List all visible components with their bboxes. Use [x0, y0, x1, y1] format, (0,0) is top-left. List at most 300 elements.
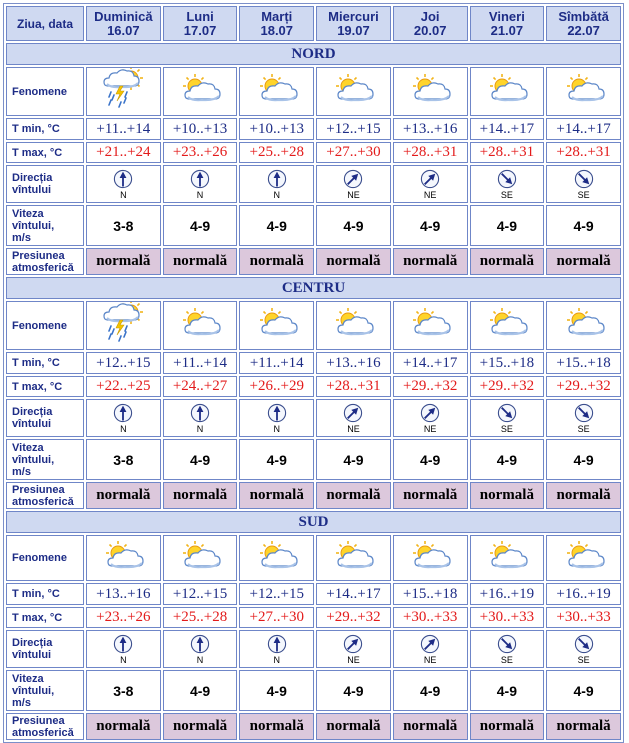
label-fenomene: [6, 535, 84, 581]
tmax-cell: +30..+33: [470, 607, 545, 628]
pressure-cell: normală: [239, 248, 314, 275]
label-wind-direction-line: vîntului: [12, 418, 52, 430]
wind-arrow-icon: [497, 403, 517, 423]
label-wind-direction: [6, 165, 84, 203]
wind-speed-cell: 4-9: [393, 670, 468, 711]
tmax-cell: +28..+31: [393, 142, 468, 163]
tmax-cell: +29..+32: [316, 607, 391, 628]
tmin-cell: +13..+16: [393, 118, 468, 140]
label-wind-direction: [6, 399, 84, 437]
row-wind-direction: [6, 630, 621, 668]
label-tmax-line: T max, °C: [12, 146, 63, 159]
day-date: 21.07: [490, 22, 524, 38]
label-wind-speed-line: Viteza: [12, 207, 44, 220]
row-tmin: [6, 352, 621, 374]
partly-cloudy-icon: [177, 308, 223, 338]
row-wind-speed: [6, 439, 621, 480]
tmax-cell: +24..+27: [163, 376, 238, 397]
wind-speed-cell: 4-9: [239, 205, 314, 246]
partly-cloudy-icon: [561, 541, 607, 571]
tmin-cell: +16..+19: [546, 583, 621, 605]
tmin-cell: +11..+14: [86, 118, 161, 140]
wind-direction-cell: [393, 630, 468, 668]
wind-direction: [164, 169, 237, 200]
region-centru-header: [6, 277, 621, 299]
fenomene-cell: [393, 301, 468, 350]
wind-arrow-icon: [190, 169, 210, 189]
day-header-1: [163, 6, 238, 41]
wind-direction-text: SE: [500, 423, 513, 434]
pressure-cell: normală: [316, 713, 391, 740]
label-wind-direction: [6, 630, 84, 668]
partly-cloudy-icon: [330, 308, 376, 338]
partly-cloudy-icon: [407, 541, 453, 571]
wind-speed-cell: 4-9: [393, 205, 468, 246]
fenomene-cell: [470, 67, 545, 116]
wind-direction-text: SE: [577, 423, 590, 434]
label-wind-speed: [6, 439, 84, 480]
label-pressure: [6, 248, 84, 275]
row-tmax: [6, 142, 621, 163]
tmin-cell: +14..+17: [316, 583, 391, 605]
fenomene-cell: [546, 67, 621, 116]
pressure-cell: normală: [163, 248, 238, 275]
label-wind-direction-line: vîntului: [12, 184, 52, 196]
partly-cloudy-icon: [484, 308, 530, 338]
header-label: Ziua, data: [6, 6, 84, 41]
partly-cloudy-icon: [254, 541, 300, 571]
wind-direction: [471, 169, 544, 200]
wind-direction-text: SE: [577, 189, 590, 200]
wind-speed-cell: 4-9: [316, 670, 391, 711]
label-pressure: [6, 713, 84, 740]
label-wind-speed-line: m/s: [12, 696, 31, 709]
tmax-cell: +30..+33: [546, 607, 621, 628]
pressure-cell: normală: [316, 248, 391, 275]
forecast-table: [3, 3, 624, 743]
row-wind-direction: [6, 399, 621, 437]
partly-cloudy-icon: [177, 541, 223, 571]
wind-direction-text: NE: [347, 189, 360, 200]
wind-speed-cell: 4-9: [470, 439, 545, 480]
wind-direction-text: N: [196, 189, 204, 200]
wind-direction: [87, 169, 160, 200]
day-name: Miercuri: [328, 8, 379, 24]
wind-direction-cell: [86, 399, 161, 437]
tmin-cell: +12..+15: [316, 118, 391, 140]
label-fenomene-line: Fenomene: [12, 85, 68, 98]
partly-cloudy-icon: [330, 541, 376, 571]
wind-arrow-icon: [343, 634, 363, 654]
tmin-cell: +14..+17: [470, 118, 545, 140]
partly-cloudy-icon: [100, 541, 146, 571]
wind-speed-cell: 4-9: [163, 439, 238, 480]
tmin-cell: +11..+14: [163, 352, 238, 374]
wind-direction-cell: [546, 399, 621, 437]
tmax-cell: +28..+31: [470, 142, 545, 163]
wind-direction: [317, 403, 390, 434]
label-tmax: [6, 376, 84, 397]
wind-direction-text: NE: [347, 423, 360, 434]
header-row: [6, 6, 621, 41]
fenomene-cell: [393, 535, 468, 581]
day-date: 18.07: [260, 22, 294, 38]
tmax-cell: +30..+33: [393, 607, 468, 628]
wind-speed-cell: 4-9: [239, 439, 314, 480]
label-tmax: [6, 607, 84, 628]
row-tmax: [6, 607, 621, 628]
label-fenomene-line: Fenomene: [12, 319, 68, 332]
pressure-cell: normală: [546, 482, 621, 509]
tmax-cell: +28..+31: [316, 376, 391, 397]
pressure-cell: normală: [470, 482, 545, 509]
label-tmin: [6, 583, 84, 605]
wind-arrow-icon: [420, 634, 440, 654]
wind-direction: [471, 634, 544, 665]
wind-direction-cell: [239, 165, 314, 203]
wind-direction-cell: [239, 399, 314, 437]
row-tmin: [6, 118, 621, 140]
label-wind-speed-line: vîntului,: [12, 453, 55, 466]
pressure-cell: normală: [470, 248, 545, 275]
wind-direction-text: NE: [423, 189, 437, 200]
row-pressure: [6, 482, 621, 509]
wind-arrow-icon: [420, 403, 440, 423]
wind-direction-cell: [163, 165, 238, 203]
label-wind-speed-line: vîntului,: [12, 684, 55, 697]
fenomene-cell: [239, 67, 314, 116]
partly-cloudy-icon: [254, 74, 300, 104]
tmin-cell: +14..+17: [546, 118, 621, 140]
day-header-4: [393, 6, 468, 41]
tmax-cell: +26..+29: [239, 376, 314, 397]
label-wind-direction-line: vîntului: [12, 649, 52, 661]
label-pressure-line: Presiunea: [12, 249, 65, 262]
label-tmin-line: T min, °C: [12, 357, 60, 369]
tmax-cell: +21..+24: [86, 142, 161, 163]
wind-speed-cell: 4-9: [163, 205, 238, 246]
pressure-cell: normală: [239, 713, 314, 740]
wind-arrow-icon: [420, 169, 440, 189]
tmin-cell: +15..+18: [470, 352, 545, 374]
fenomene-cell: [316, 535, 391, 581]
wind-arrow-icon: [574, 634, 594, 654]
wind-direction-cell: [470, 630, 545, 668]
partly-cloudy-icon: [330, 74, 376, 104]
tmin-cell: +12..+15: [163, 583, 238, 605]
tmin-cell: +10..+13: [163, 118, 238, 140]
wind-direction: [87, 403, 160, 434]
wind-direction-text: SE: [500, 654, 513, 665]
tmax-cell: +28..+31: [546, 142, 621, 163]
wind-direction-cell: [316, 630, 391, 668]
wind-arrow-icon: [113, 634, 133, 654]
wind-arrow-icon: [497, 169, 517, 189]
day-date: 16.07: [107, 22, 140, 38]
wind-speed-cell: 4-9: [470, 670, 545, 711]
region-title: NORD: [6, 43, 621, 65]
wind-arrow-icon: [267, 403, 287, 423]
wind-direction: [87, 634, 160, 665]
day-date: 20.07: [413, 22, 447, 38]
tmax-cell: +29..+32: [470, 376, 545, 397]
wind-direction-cell: [316, 165, 391, 203]
pressure-cell: normală: [393, 482, 468, 509]
row-wind-speed: [6, 670, 621, 711]
wind-speed-cell: 4-9: [316, 439, 391, 480]
day-header-2: [239, 6, 314, 41]
cloud-sun-rain-lightning-icon: [100, 302, 146, 344]
tmin-cell: +14..+17: [393, 352, 468, 374]
wind-direction-text: N: [120, 189, 127, 200]
wind-direction-cell: [546, 630, 621, 668]
label-tmin: [6, 118, 84, 140]
region-title: CENTRU: [6, 277, 621, 299]
fenomene-cell: [86, 67, 161, 116]
label-pressure-line: atmosferică: [12, 726, 74, 739]
label-tmin: [6, 352, 84, 374]
wind-arrow-icon: [267, 634, 287, 654]
tmin-cell: +15..+18: [393, 583, 468, 605]
wind-speed-cell: 4-9: [393, 439, 468, 480]
row-tmin: [6, 583, 621, 605]
wind-direction: [547, 403, 620, 434]
partly-cloudy-icon: [561, 74, 607, 104]
wind-direction-text: NE: [347, 654, 360, 665]
day-name: Sîmbătă: [558, 8, 609, 24]
wind-speed-cell: 3-8: [86, 205, 161, 246]
wind-arrow-icon: [343, 403, 363, 423]
pressure-cell: normală: [316, 482, 391, 509]
label-pressure-line: Presiunea: [12, 483, 65, 496]
wind-speed-cell: 4-9: [470, 205, 545, 246]
tmax-cell: +29..+32: [393, 376, 468, 397]
wind-arrow-icon: [574, 169, 594, 189]
wind-direction: [164, 634, 237, 665]
pressure-cell: normală: [163, 713, 238, 740]
pressure-cell: normală: [86, 713, 161, 740]
tmax-cell: +29..+32: [546, 376, 621, 397]
partly-cloudy-icon: [177, 74, 223, 104]
tmax-cell: +22..+25: [86, 376, 161, 397]
wind-direction-text: SE: [577, 654, 590, 665]
row-fenomene: [6, 301, 621, 350]
wind-direction: [547, 634, 620, 665]
label-tmax-line: T max, °C: [12, 611, 63, 624]
wind-direction-cell: [239, 630, 314, 668]
fenomene-cell: [86, 301, 161, 350]
label-tmin-line: T min, °C: [12, 588, 60, 600]
wind-direction-text: N: [273, 189, 280, 200]
fenomene-cell: [163, 535, 238, 581]
wind-direction-cell: [86, 630, 161, 668]
tmin-cell: +15..+18: [546, 352, 621, 374]
wind-direction-cell: [86, 165, 161, 203]
wind-direction: [240, 169, 313, 200]
pressure-cell: normală: [239, 482, 314, 509]
wind-direction-text: N: [120, 423, 127, 434]
tmax-cell: +23..+26: [86, 607, 161, 628]
tmin-cell: +13..+16: [86, 583, 161, 605]
wind-direction: [240, 634, 313, 665]
fenomene-cell: [316, 301, 391, 350]
wind-direction-text: N: [196, 423, 204, 434]
day-name: Joi: [420, 8, 440, 24]
wind-arrow-icon: [267, 169, 287, 189]
forecast-table-body: [6, 6, 621, 740]
wind-speed-cell: 4-9: [546, 670, 621, 711]
row-wind-speed: [6, 205, 621, 246]
tmax-cell: +25..+28: [163, 607, 238, 628]
day-header-5: [470, 6, 545, 41]
label-wind-direction-line: Direcția: [12, 406, 53, 418]
row-fenomene: [6, 535, 621, 581]
wind-direction: [317, 169, 390, 200]
tmin-cell: +13..+16: [316, 352, 391, 374]
pressure-cell: normală: [86, 482, 161, 509]
wind-direction: [394, 634, 467, 665]
wind-arrow-icon: [343, 169, 363, 189]
wind-direction: [240, 403, 313, 434]
label-pressure-line: atmosferică: [12, 495, 74, 508]
day-date: 17.07: [183, 22, 217, 38]
tmax-cell: +23..+26: [163, 142, 238, 163]
fenomene-cell: [86, 535, 161, 581]
tmin-cell: +12..+15: [86, 352, 161, 374]
partly-cloudy-icon: [561, 308, 607, 338]
label-wind-speed-line: vîntului,: [12, 219, 55, 232]
label-pressure-line: Presiunea: [12, 714, 65, 727]
partly-cloudy-icon: [407, 74, 453, 104]
pressure-cell: normală: [470, 713, 545, 740]
fenomene-cell: [546, 535, 621, 581]
wind-speed-cell: 4-9: [163, 670, 238, 711]
tmax-cell: +27..+30: [239, 607, 314, 628]
cloud-sun-rain-lightning-icon: [100, 68, 146, 110]
wind-arrow-icon: [574, 403, 594, 423]
region-sud-header: [6, 511, 621, 533]
tmin-cell: +16..+19: [470, 583, 545, 605]
wind-arrow-icon: [113, 169, 133, 189]
label-wind-speed: [6, 205, 84, 246]
label-tmin-line: T min, °C: [12, 123, 60, 135]
fenomene-cell: [470, 301, 545, 350]
label-pressure-line: atmosferică: [12, 261, 74, 274]
wind-arrow-icon: [190, 634, 210, 654]
fenomene-cell: [239, 535, 314, 581]
wind-direction: [547, 169, 620, 200]
wind-arrow-icon: [497, 634, 517, 654]
row-wind-direction: [6, 165, 621, 203]
wind-direction-cell: [393, 399, 468, 437]
wind-arrow-icon: [190, 403, 210, 423]
wind-speed-cell: 4-9: [546, 205, 621, 246]
label-wind-speed-line: m/s: [12, 231, 31, 244]
row-tmax: [6, 376, 621, 397]
wind-direction: [471, 403, 544, 434]
wind-direction: [394, 169, 467, 200]
pressure-cell: normală: [163, 482, 238, 509]
wind-speed-cell: 4-9: [546, 439, 621, 480]
wind-speed-cell: 3-8: [86, 439, 161, 480]
wind-arrow-icon: [113, 403, 133, 423]
fenomene-cell: [470, 535, 545, 581]
day-name: Duminică: [94, 8, 153, 24]
label-tmax: [6, 142, 84, 163]
fenomene-cell: [316, 67, 391, 116]
tmin-cell: +11..+14: [239, 352, 314, 374]
wind-direction-text: N: [273, 423, 280, 434]
label-pressure: [6, 482, 84, 509]
wind-direction: [164, 403, 237, 434]
partly-cloudy-icon: [407, 308, 453, 338]
wind-speed-cell: 4-9: [239, 670, 314, 711]
pressure-cell: normală: [86, 248, 161, 275]
fenomene-cell: [393, 67, 468, 116]
wind-direction-text: NE: [423, 654, 437, 665]
day-name: Marți: [261, 8, 293, 24]
label-wind-speed-line: m/s: [12, 465, 31, 478]
wind-direction-cell: [316, 399, 391, 437]
wind-speed-cell: 4-9: [316, 205, 391, 246]
day-date: 19.07: [337, 22, 370, 38]
wind-direction: [394, 403, 467, 434]
partly-cloudy-icon: [484, 541, 530, 571]
label-wind-speed-line: Viteza: [12, 441, 44, 454]
tmax-cell: +25..+28: [239, 142, 314, 163]
row-pressure: [6, 713, 621, 740]
fenomene-cell: [546, 301, 621, 350]
tmax-cell: +27..+30: [316, 142, 391, 163]
pressure-cell: normală: [546, 713, 621, 740]
region-title: SUD: [6, 511, 621, 533]
wind-direction-cell: [163, 630, 238, 668]
day-name: Vineri: [488, 8, 525, 24]
label-tmax-line: T max, °C: [12, 380, 63, 393]
pressure-cell: normală: [546, 248, 621, 275]
wind-direction-cell: [163, 399, 238, 437]
label-wind-direction-line: Direcția: [12, 637, 53, 649]
pressure-cell: normală: [393, 248, 468, 275]
wind-direction-cell: [546, 165, 621, 203]
wind-direction-text: N: [273, 654, 280, 665]
wind-direction-cell: [470, 399, 545, 437]
partly-cloudy-icon: [254, 308, 300, 338]
tmin-cell: +10..+13: [239, 118, 314, 140]
day-header-3: [316, 6, 391, 41]
wind-direction-cell: [470, 165, 545, 203]
row-fenomene: [6, 67, 621, 116]
wind-speed-cell: 3-8: [86, 670, 161, 711]
fenomene-cell: [239, 301, 314, 350]
row-pressure: [6, 248, 621, 275]
label-wind-speed: [6, 670, 84, 711]
label-fenomene-line: Fenomene: [12, 552, 68, 564]
fenomene-cell: [163, 67, 238, 116]
wind-direction-text: N: [120, 654, 127, 665]
partly-cloudy-icon: [484, 74, 530, 104]
label-wind-speed-line: Viteza: [12, 672, 44, 685]
label-fenomene: [6, 301, 84, 350]
wind-direction-text: N: [196, 654, 204, 665]
tmin-cell: +12..+15: [239, 583, 314, 605]
pressure-cell: normală: [393, 713, 468, 740]
fenomene-cell: [163, 301, 238, 350]
wind-direction-cell: [393, 165, 468, 203]
day-header-6: [546, 6, 621, 41]
day-name: Luni: [186, 8, 214, 24]
wind-direction: [317, 634, 390, 665]
